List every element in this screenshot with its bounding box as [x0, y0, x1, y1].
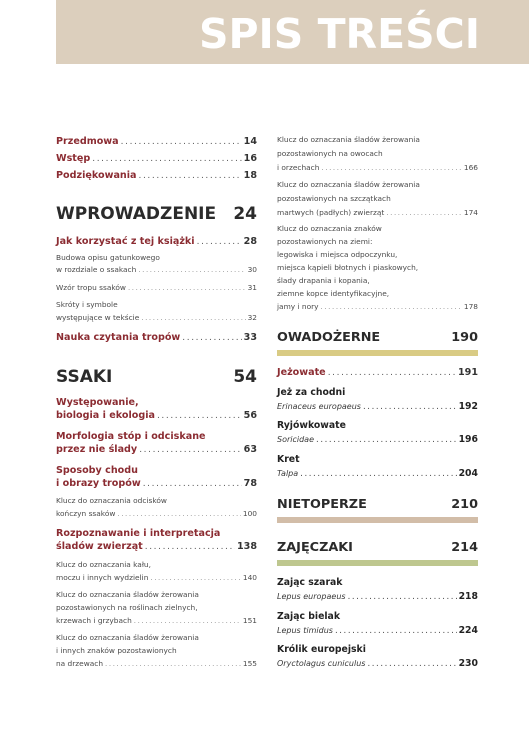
entry-label: Jeżowate — [277, 367, 326, 378]
dot-leader — [141, 314, 245, 322]
species-name-bielak[interactable]: Zając bielak — [277, 611, 341, 622]
toc-entry-wstep[interactable] — [56, 153, 257, 164]
toc-subentry-klucz-szczatkow-line2[interactable]: pozostawionych na szczątkach — [277, 194, 391, 203]
toc-subentry-klucz-owocow-line1[interactable]: Klucz do oznaczania śladów żerowania — [277, 135, 420, 144]
section-title: ZAJĘCZAKI — [277, 540, 353, 555]
toc-subentry-klucz-roslin-line1[interactable]: Klucz do oznaczania śladów żerowania — [56, 590, 199, 599]
entry-label: Nauka czytania tropów — [56, 332, 181, 343]
section-page: 24 — [233, 204, 257, 224]
dot-leader — [316, 435, 457, 445]
entry-label: na drzewach — [56, 659, 104, 668]
toc-subentry-wzor[interactable] — [56, 283, 257, 292]
section-rule-nietoperze — [277, 517, 478, 523]
species-latin: Lepus europaeus — [277, 592, 346, 601]
toc-subentry-klucz-ziemi[interactable] — [277, 302, 478, 311]
section-title: SSAKI — [56, 367, 113, 387]
dot-leader — [121, 137, 242, 147]
toc-subentry-klucz-szczatkow[interactable] — [277, 208, 478, 217]
toc-subentry-klucz-ziemi-line4[interactable]: miejsca kąpieli błotnych i piaskowych, — [277, 263, 419, 272]
section-page: 54 — [233, 367, 257, 387]
dot-leader — [182, 333, 241, 343]
toc-entry-morfologia-line1[interactable]: Morfologia stóp i odciskane — [56, 431, 206, 442]
toc-subentry-klucz-odciskow[interactable] — [56, 509, 257, 518]
entry-label: przez nie ślady — [56, 444, 138, 455]
toc-species-krolik[interactable] — [277, 658, 478, 669]
entry-page: 151 — [242, 616, 257, 625]
species-name-szarak[interactable]: Zając szarak — [277, 577, 343, 588]
entry-page: 100 — [242, 509, 257, 518]
entry-page: 230 — [458, 658, 478, 669]
entry-page: 174 — [463, 208, 478, 217]
entry-page: 14 — [243, 136, 257, 147]
entry-page: 218 — [458, 591, 478, 602]
page-title: SPIS TREŚCI — [198, 10, 480, 58]
toc-subentry-klucz-roslin-line2[interactable]: pozostawionych na roślinach zielnych, — [56, 603, 198, 612]
entry-label: Jak korzystać z tej książki — [56, 236, 195, 247]
dot-leader — [128, 284, 246, 292]
toc-subentry-klucz-ziemi-line6[interactable]: ziemne kopce identyfikacyjne, — [277, 289, 390, 298]
entry-page: 56 — [243, 410, 257, 421]
entry-label: Wstęp — [56, 153, 91, 164]
toc-entry-nauka[interactable] — [56, 332, 257, 343]
entry-label: Wzór tropu ssaków — [56, 283, 126, 292]
toc-subentry-klucz-kalu[interactable] — [56, 573, 257, 582]
toc-subentry-klucz-ziemi-line1[interactable]: Klucz do oznaczania znaków — [277, 224, 382, 233]
toc-entry-morfologia[interactable] — [56, 444, 257, 455]
dot-leader — [335, 626, 457, 636]
dot-leader — [150, 574, 241, 582]
dot-leader — [386, 209, 462, 217]
dot-leader — [145, 542, 235, 552]
entry-page: 196 — [458, 434, 478, 445]
toc-entry-sposoby[interactable] — [56, 478, 257, 489]
entry-label: Przedmowa — [56, 136, 119, 147]
entry-label: martwych (padłych) zwierząt — [277, 208, 385, 217]
section-heading-wprowadzenie[interactable] — [56, 204, 257, 224]
toc-species-ryjowkowate[interactable] — [277, 434, 478, 445]
entry-page: 28 — [243, 236, 257, 247]
entry-page: 33 — [243, 332, 257, 343]
toc-entry-wystepowanie-line1[interactable]: Występowanie, — [56, 397, 139, 408]
section-title: NIETOPERZE — [277, 497, 367, 512]
entry-page: 140 — [242, 573, 257, 582]
toc-subentry-klucz-ziemi-line3[interactable]: legowiska i miejsca odpoczynku, — [277, 250, 398, 259]
entry-page: 191 — [457, 367, 478, 378]
entry-page: 224 — [458, 625, 478, 636]
toc-subentry-klucz-roslin[interactable] — [56, 616, 257, 625]
toc-subentry-klucz-kalu-line1[interactable]: Klucz do oznaczania kału, — [56, 560, 151, 569]
dot-leader — [157, 411, 242, 421]
entry-page: 18 — [243, 170, 257, 181]
toc-subentry-klucz-szczatkow-line1[interactable]: Klucz do oznaczania śladów żerowania — [277, 180, 420, 189]
section-heading-owadozerne[interactable] — [277, 330, 478, 345]
species-latin: Talpa — [277, 469, 299, 478]
entry-page: 63 — [243, 444, 257, 455]
dot-leader — [363, 402, 457, 412]
toc-entry-rozpoznawanie-line1[interactable]: Rozpoznawanie i interpretacja — [56, 528, 221, 539]
section-rule-owadozerne — [277, 350, 478, 356]
toc-subentry-budowa-line1[interactable]: Budowa opisu gatunkowego — [56, 253, 160, 262]
toc-subentry-budowa[interactable] — [56, 265, 257, 274]
species-name-ryjowkowate[interactable]: Ryjówkowate — [277, 420, 346, 431]
section-title: OWADOŻERNE — [277, 330, 381, 345]
entry-label: biologia i ekologia — [56, 410, 155, 421]
dot-leader — [348, 592, 457, 602]
entry-page: 155 — [242, 659, 257, 668]
entry-page: 16 — [243, 153, 257, 164]
toc-entry-rozpoznawanie[interactable] — [56, 541, 257, 552]
entry-label: kończyn ssaków — [56, 509, 116, 518]
entry-page: 30 — [247, 265, 257, 274]
title-banner — [56, 0, 529, 64]
dot-leader — [367, 659, 456, 669]
toc-entry-jezowate[interactable] — [277, 367, 478, 378]
section-page: 214 — [451, 540, 478, 555]
toc-entry-wystepowanie[interactable] — [56, 410, 257, 421]
toc-entry-sposoby-line1[interactable]: Sposoby chodu — [56, 465, 138, 476]
entry-page: 204 — [458, 468, 478, 479]
section-page: 210 — [451, 497, 478, 512]
toc-subentry-klucz-drzew[interactable] — [56, 659, 257, 668]
dot-leader — [138, 266, 245, 274]
dot-leader — [92, 154, 241, 164]
toc-subentry-klucz-odciskow-line1[interactable]: Klucz do oznaczania odcisków — [56, 496, 167, 505]
entry-label: i obrazy tropów — [56, 478, 141, 489]
species-latin: Soricidae — [277, 435, 315, 444]
section-heading-nietoperze[interactable] — [277, 497, 478, 512]
entry-label: i orzechach — [277, 163, 320, 172]
dot-leader — [328, 368, 456, 378]
toc-entry-jak-korzystac[interactable] — [56, 236, 257, 247]
dot-leader — [321, 164, 461, 172]
entry-label: krzewach i grzybach — [56, 616, 132, 625]
toc-subentry-klucz-drzew-line2[interactable]: i innych znaków pozostawionych — [56, 646, 177, 655]
dot-leader — [117, 510, 241, 518]
toc-subentry-klucz-drzew-line1[interactable]: Klucz do oznaczania śladów żerowania — [56, 633, 199, 642]
toc-species-bielak[interactable] — [277, 625, 478, 636]
species-name-kret[interactable]: Kret — [277, 454, 300, 465]
section-heading-zajeczaki[interactable] — [277, 540, 478, 555]
toc-species-szarak[interactable] — [277, 591, 478, 602]
entry-label: jamy i nory — [277, 302, 319, 311]
toc-subentry-klucz-ziemi-line5[interactable]: ślady drapania i kopania, — [277, 276, 370, 285]
toc-subentry-skroty-line1[interactable]: Skróty i symbole — [56, 300, 118, 309]
toc-subentry-skroty[interactable] — [56, 313, 257, 322]
toc-subentry-klucz-owocow[interactable] — [277, 163, 478, 172]
entry-page: 192 — [458, 401, 478, 412]
dot-leader — [197, 237, 242, 247]
dot-leader — [139, 445, 241, 455]
toc-entry-przedmowa[interactable] — [56, 136, 257, 147]
section-page: 190 — [451, 330, 478, 345]
dot-leader — [300, 469, 456, 479]
dot-leader — [134, 617, 241, 625]
entry-page: 32 — [247, 313, 257, 322]
entry-page: 78 — [243, 478, 257, 489]
dot-leader — [321, 303, 462, 311]
entry-label: Podziękowania — [56, 170, 137, 181]
entry-page: 178 — [463, 302, 478, 311]
dot-leader — [139, 171, 242, 181]
toc-entry-podziekowania[interactable] — [56, 170, 257, 181]
entry-label: występujące w tekście — [56, 313, 140, 322]
entry-page: 166 — [463, 163, 478, 172]
dot-leader — [105, 660, 241, 668]
toc-subentry-klucz-owocow-line2[interactable]: pozostawionych na owocach — [277, 149, 383, 158]
toc-species-kret[interactable] — [277, 468, 478, 479]
section-rule-zajeczaki — [277, 560, 478, 566]
species-name-krolik[interactable]: Królik europejski — [277, 644, 366, 655]
entry-label: śladów zwierząt — [56, 541, 143, 552]
species-latin: Lepus timidus — [277, 626, 333, 635]
entry-label: w rozdziale o ssakach — [56, 265, 137, 274]
species-latin: Oryctolagus cuniculus — [277, 659, 366, 668]
toc-species-jez[interactable] — [277, 401, 478, 412]
dot-leader — [143, 479, 242, 489]
section-title: WPROWADZENIE — [56, 204, 217, 224]
toc-subentry-klucz-ziemi-line2[interactable]: pozostawionych na ziemi: — [277, 237, 373, 246]
species-latin: Erinaceus europaeus — [277, 402, 361, 411]
entry-page: 138 — [236, 541, 257, 552]
entry-label: moczu i innych wydzielin — [56, 573, 149, 582]
entry-page: 31 — [247, 283, 257, 292]
species-name-jez[interactable]: Jeż za chodni — [277, 387, 346, 398]
section-heading-ssaki[interactable] — [56, 367, 257, 387]
